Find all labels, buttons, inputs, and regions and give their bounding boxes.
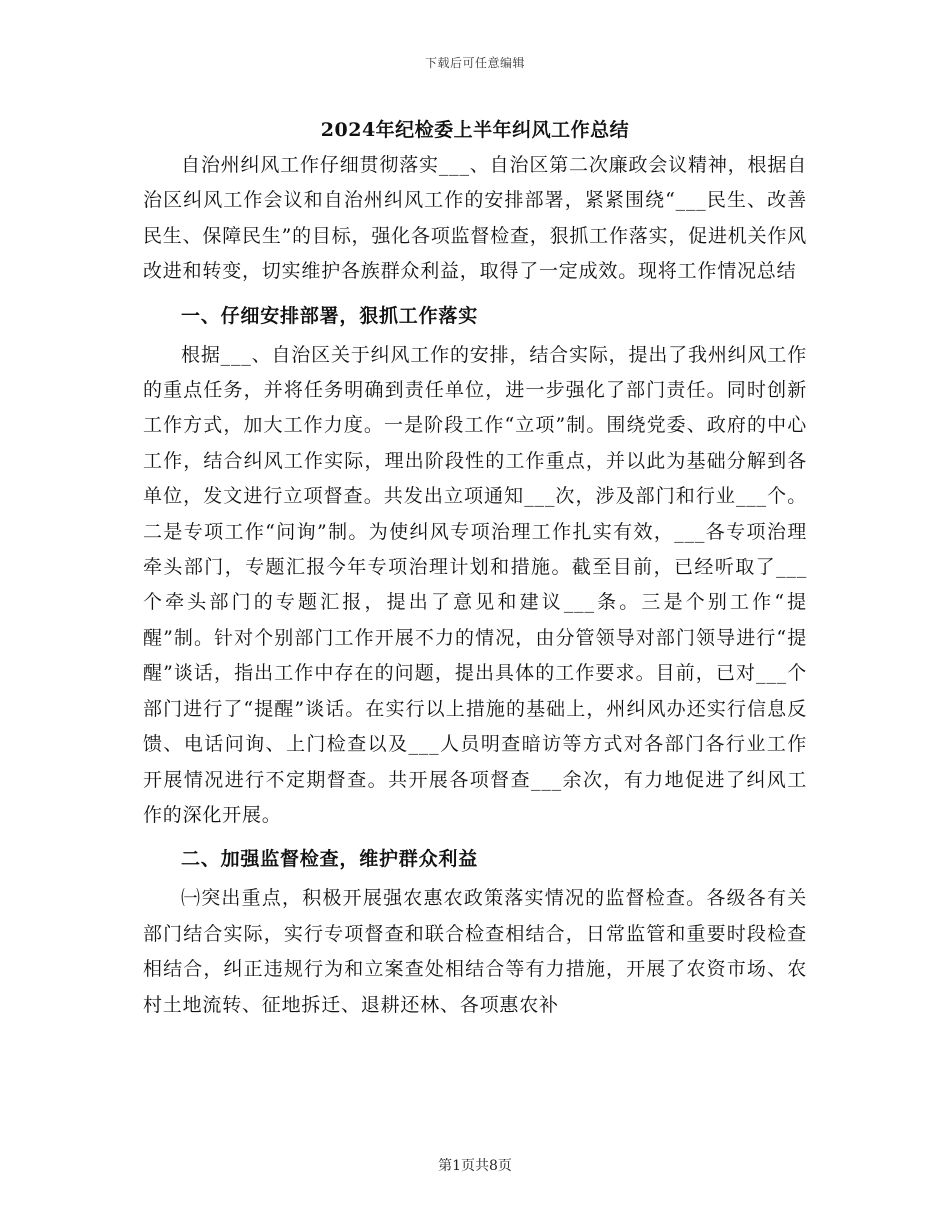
document-title: 2024年纪检委上半年纠风工作总结 (320, 119, 630, 141)
section-1-heading: 一、仔细安排部署，狠抓工作落实 (181, 304, 479, 327)
section-1-paragraph: 根据___、自治区关于纠风工作的安排，结合实际，提出了我州纠风工作的重点任务，并将任务明确到责任单位，进一步强化了部门责任。同时创新工作方式，加大工作力度。一是阶段工作“立项”制。围绕党委、政府的中心工作，结合纠风工作实际，理出阶段性的工作重点，并以此为基础分解到各单位，发文进行立项督查。共发出立项通知___次，涉及部门和行业___个。二是专项工作“问询”制。为使纠风专项治理工作扎实有效，___各专项治理牵头部门，专题汇报今年专项治理计划和措施。截至目前，已经听取了___个牵头部门的专题汇报，提出了意见和建议___条。三是个别工作“提醒”制。针对个别部门工作开展不力的情况，由分管领导对部门领导进行“提醒”谈话，指出工作中存在的问题，提出具体的工作要求。目前，已对___个部门进行了“提醒”谈话。在实行以上措施的基础上，州纠风办还实行信息反馈、电话问询、上门检查以及___人员明查暗访等方式对各部门各行业工作开展情况进行不定期督查。共开展各项督查___余次，有力地促进了纠风工作的深化开展。 (143, 343, 807, 826)
header-note: 下载后可任意编辑 (424, 56, 525, 70)
section-2-heading: 二、加强监督检查，维护群众利益 (181, 848, 479, 871)
intro-paragraph: 自治州纠风工作仔细贯彻落实___、自治区第二次廉政会议精神，根据自治区纠风工作会议和自治州纠风工作的安排部署，紧紧围绕“___民生、改善民生、保障民生”的目标，强化各项监督检查，狠抓工作落实，促进机关作风改进和转变，切实维护各族群众利益，取得了一定成效。现将工作情况总结 (143, 154, 807, 283)
page-footer: 第1页共8页 (438, 1158, 512, 1174)
section-2-paragraph: ㈠突出重点，积极开展强农惠农政策落实情况的监督检查。各级各有关部门结合实际，实行专项督查和联合检查相结合，日常监管和重要时段检查相结合，纠正违规行为和立案查处相结合等有力措施，开展了农资市场、农村土地流转、征地拆迁、退耕还林、各项惠农补 (143, 887, 807, 1016)
document-body (143, 148, 807, 1023)
